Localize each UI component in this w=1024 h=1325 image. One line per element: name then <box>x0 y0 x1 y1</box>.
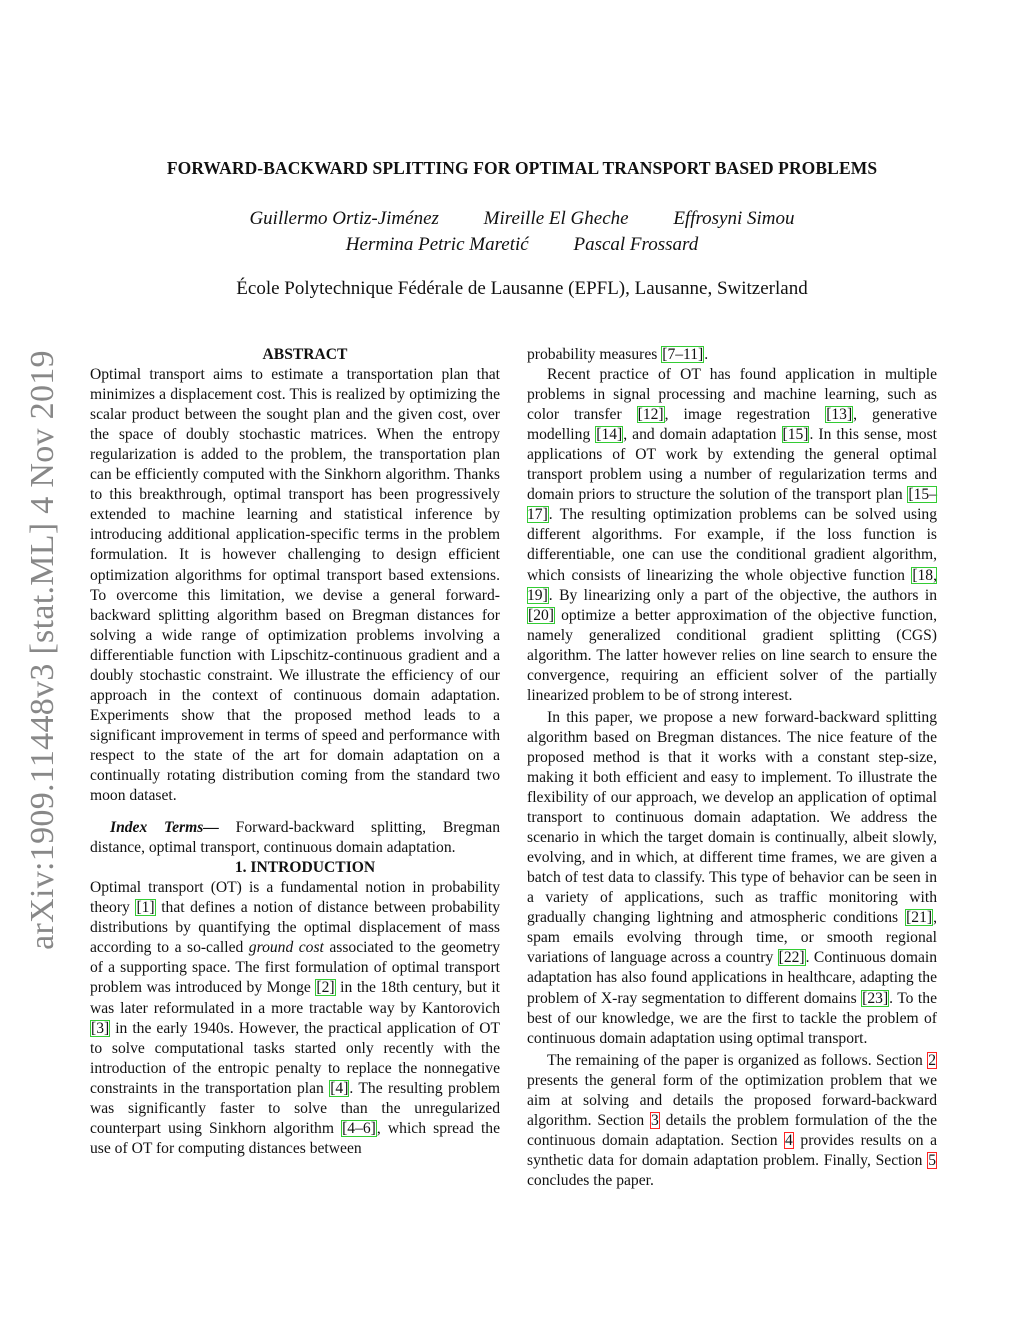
author-name: Pascal Frossard <box>573 234 699 255</box>
citation-link[interactable]: [13] <box>826 406 853 424</box>
text-run: . By linearizing only a part of the objective, the authors in <box>548 586 937 604</box>
text-run: , image regestration <box>664 406 826 424</box>
text-run: optimize a better approximation of the objective function, namely generalized conditional gradient splitting (CGS) algorithm. The latter however relies on line search to ensure the convergence, requiring an efficient solver of the partially linearized problem to be of strong interest. <box>527 606 937 704</box>
author-name: Effrosyni Simou <box>673 208 795 229</box>
text-run: . The resulting problem was significantly faster to solve than the unregularized counterpart using Sinkhorn algorithm <box>90 1079 500 1137</box>
arxiv-side-identifier <box>18 350 68 950</box>
text-run: presents the general form of the optimization problem that we aim at solving and details the proposed forward-backward algorithm. Section <box>527 1071 937 1129</box>
section-link[interactable]: 5 <box>928 1151 936 1169</box>
text-run: The remaining of the paper is organized as follows. Section <box>547 1051 928 1069</box>
text-run: Optimal transport (OT) is a fundamental notion in probability theory <box>90 879 500 917</box>
author-name: Hermina Petric Maretić <box>345 234 529 255</box>
citation-link[interactable]: [4] <box>330 1079 349 1097</box>
intro-paragraph-1 <box>90 878 500 1159</box>
citation-link[interactable]: [12] <box>637 406 664 424</box>
text-run: . The resulting optimization problems can be solved using different algorithms. For example, if the loss function is differentiable, one can use the conditional gradient algorithm, which consists of linearizing the whole objective function <box>527 506 937 584</box>
citation-link[interactable]: [3] <box>91 1019 110 1037</box>
text-run: Recent practice of OT has found application in multiple problems in signal processing and machine learning, such as color transfer <box>527 366 937 424</box>
author-name: Mireille El Gheche <box>483 208 629 229</box>
section-link[interactable]: 3 <box>650 1111 659 1129</box>
index-terms-text: Forward-backward splitting, Bregman distance, optimal transport, continuous domain adaptation. <box>90 819 500 857</box>
author-row-2 <box>80 232 964 258</box>
section-link[interactable]: 2 <box>928 1051 936 1069</box>
text-run: , and domain adaptation <box>623 426 782 444</box>
citation-link[interactable]: [14] <box>596 426 623 444</box>
citation-link[interactable]: [20] <box>528 606 554 624</box>
text-run: details the problem formulation of the the continuous domain adaptation. Section <box>527 1111 937 1149</box>
text-run: , spam emails evolving through time, or smooth regional variations of language across a country <box>527 909 937 967</box>
intro-paragraph-2 <box>527 365 937 706</box>
text-run: associated to the geometry of a supporting space. The first formulation of optimal transport problem was introduced by Monge <box>90 939 500 997</box>
text-run: , which spread the use of OT for computing distances between <box>90 1119 500 1157</box>
text-run: . <box>704 346 709 363</box>
citation-link[interactable]: [22] <box>778 949 805 967</box>
text-run: in the early 1940s. However, the practical application of OT to solve computational tasks started only recently with the introduction of the entropic penalty to replace the nonnegative constraints in the transportation plan <box>90 1019 500 1097</box>
citation-link[interactable]: [7–11] <box>662 346 704 363</box>
index-terms-label: Index Terms— <box>110 819 219 837</box>
text-run: , generative modelling <box>527 406 937 444</box>
text-run: concludes the paper. <box>527 1171 654 1189</box>
citation-link[interactable]: [15] <box>782 426 809 444</box>
section-link[interactable]: 4 <box>785 1131 793 1149</box>
citation-link[interactable]: [18, 19] <box>527 566 937 604</box>
emphasis-text: ground cost <box>248 939 324 957</box>
arxiv-id-text: arXiv:1909.11448v3 [stat.ML] 4 Nov 2019 <box>24 350 61 950</box>
text-run: provides results on a synthetic data for domain adaptation problem. Finally, Section <box>527 1131 937 1169</box>
left-column <box>90 345 500 1159</box>
text-run: . To the best of our knowledge, we are the first to tackle the problem of continuous domain adaptation using optimal transport. <box>527 989 937 1047</box>
abstract-text: Optimal transport aims to estimate a transportation plan that minimizes a displacement cost. This is realized by optimizing the scalar product between the sought plan and the given cost, over the space of doubly stochastic matrices. When the entropy regularization is added to the problem, the transportation plan can be efficiently computed with the Sinkhorn algorithm. Thanks to this breakthrough, optimal transport has been progressively extended to machine learning and statistical inference by introducing additional application-specific terms in the problem formulation. It is however challenging to design efficient optimization algorithms for optimal transport based extensions. To overcome this limitation, we devise a general forward-backward splitting algorithm based on Bregman distances for solving a wide range of optimization problems involving a differentiable function with Lipschitz-continuous gradient and a doubly stochastic constraint. We illustrate the efficiency of our approach in the context of continuous domain adaptation. Experiments show that the proposed method leads to a significant improvement in terms of speed and performance with respect to the state of the art for domain adaptation on a continually rotating distribution coming from the standard two moon dataset. <box>90 366 500 805</box>
author-name: Guillermo Ortiz-Jiménez <box>249 208 439 229</box>
section-heading-introduction: 1. INTRODUCTION <box>234 859 376 877</box>
citation-link[interactable]: [15–17] <box>527 486 937 524</box>
citation-link[interactable]: [2] <box>316 979 335 997</box>
citation-link[interactable]: [4–6] <box>342 1119 376 1137</box>
text-run: In this paper, we propose a new forward-backward splitting algorithm based on Bregman distances. The nice feature of the proposed method is that it works with a constant step-size, making it both efficient and easy to implement. To illustrate the flexibility of our approach, we develop an application of optimal transport to continuous domain adaptation. We address the scenario in which the target domain is continually, albeit slowly, evolving, and in which, at different time frames, we are given a batch of test data to classify. This type of behavior can be seen in a variety of applications, such as traffic monitoring with gradually changing lightning and atmospheric conditions <box>527 708 937 927</box>
author-row-1 <box>80 206 964 232</box>
citation-link[interactable]: [23] <box>862 989 889 1007</box>
text-run: probability measures <box>527 346 662 363</box>
text-run: in the 18th century, but it was later reformulated in a more tractable way by Kantorovich <box>90 979 501 1017</box>
intro-paragraph-4 <box>527 1051 937 1191</box>
continued-paragraph <box>527 345 937 365</box>
citation-link[interactable]: [1] <box>136 899 155 917</box>
affiliation: École Polytechnique Fédérale de Lausanne (EPFL), Lausanne, Switzerland <box>236 278 808 299</box>
citation-link[interactable]: [21] <box>906 909 933 927</box>
intro-paragraph-3 <box>527 708 937 1049</box>
text-run: . In this sense, most applications of OT work by extending the general optimal transport problem using a number of regularization terms and domain priors to structure the solution of the transport plan <box>527 426 938 504</box>
text-run: that defines a notion of distance between probability distributions by quantifying the optimal displacement of mass according to a so-called <box>90 899 500 957</box>
paper-title: FORWARD-BACKWARD SPLITTING FOR OPTIMAL TRANSPORT BASED PROBLEMS <box>166 158 878 178</box>
right-column <box>527 345 937 1191</box>
author-list <box>80 206 964 258</box>
index-terms <box>90 818 500 858</box>
abstract-heading: ABSTRACT <box>262 346 348 363</box>
text-run: . Continuous domain adaptation has also found applications in healthcare, adapting the problem of X-ray segmentation to different domains <box>527 949 937 1007</box>
